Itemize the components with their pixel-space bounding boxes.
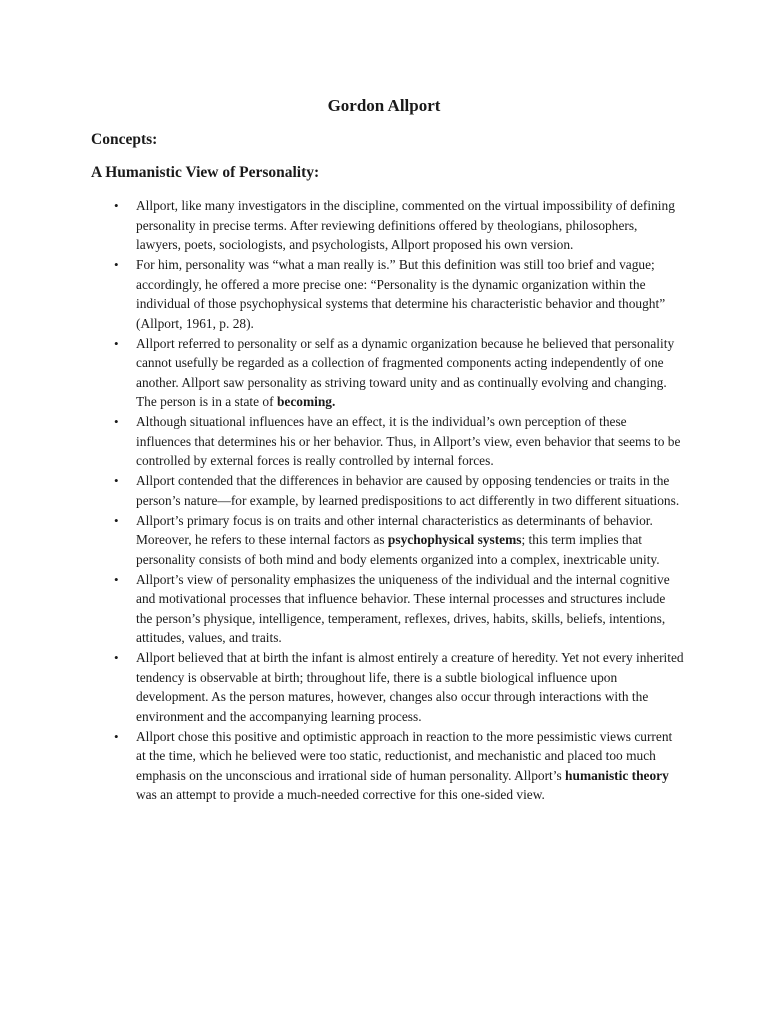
bold-term-becoming: becoming. bbox=[276, 394, 336, 409]
bullet-item-9 bbox=[136, 727, 684, 805]
bullet-item-3 bbox=[136, 334, 684, 412]
bullet-item-7: • Allport’s view of personality emphasizes the uniqueness of the individual and the internal cognitive and motivational processes that influence behavior. These internal processes and structures include the person’s physique, intelligence, temperament, reflexes, drives, habits, skills, beliefs, intentions, attitudes, values, and traits. bbox=[136, 570, 684, 648]
bullet-text: was an attempt to provide a much-needed corrective for this one-sided view. bbox=[136, 787, 545, 802]
humanistic-view-heading: A Humanistic View of Personality: bbox=[91, 164, 320, 181]
bullet-item-2: • For him, personality was “what a man really is.” But this definition was still too brief and vague; accordingly, he offered a more precise one: “Personality is the dynamic organization within the individual of those psychophysical systems that determine his characteristic behavior and thought” (Allport, 1961, p. 28). bbox=[136, 255, 684, 333]
bullet-item-8: • Allport believed that at birth the infant is almost entirely a creature of heredity. Yet not every inherited tendency is observable at birth; throughout life, there is a subtle biological influence upon development. As the person matures, however, changes also occur through interactions with the environment and the accompanying learning process. bbox=[136, 648, 684, 726]
bullet-item-5: • Allport contended that the differences in behavior are caused by opposing tendencies or traits in the person’s nature—for example, by learned predispositions to act differently in two different situations. bbox=[136, 471, 684, 510]
concepts-bullet-list bbox=[136, 196, 684, 805]
concepts-heading: Concepts: bbox=[91, 131, 158, 148]
bullet-item-6 bbox=[136, 511, 684, 570]
bullet-text: ; this term implies that personality consists of both mind and body elements organized into a complex, inextricable unity. bbox=[136, 532, 660, 567]
bullet-text: Allport’s primary focus is on traits and other internal characteristics as determinants of behavior. Moreover, he refers to these internal factors as bbox=[136, 512, 653, 547]
bullet-item-1: • Allport, like many investigators in the discipline, commented on the virtual impossibility of defining personality in precise terms. After reviewing definitions offered by theologians, philosophers, lawyers, poets, sociologists, and psychologists, Allport proposed his own version. bbox=[136, 196, 684, 255]
bold-term-humanistic-theory: humanistic theory bbox=[565, 767, 669, 783]
document-title: Gordon Allport bbox=[327, 96, 441, 115]
bold-term-psychophysical-systems: psychophysical systems bbox=[387, 532, 522, 547]
bullet-text: Allport chose this positive and optimistic approach in reaction to the more pessimistic views current at the time, which he believed were too static, reductionist, and mechanistic and placed too much emphasis on the unconscious and irrational side of human personality. Allport’s bbox=[136, 728, 673, 783]
bullet-item-4: • Although situational influences have an effect, it is the individual’s own perception of these influences that determines his or her behavior. Thus, in Allport’s view, even behavior that seems to be controlled by external forces is really controlled by internal forces. bbox=[136, 412, 684, 471]
bullet-text: Allport referred to personality or self as a dynamic organization because he believed that personality cannot usefully be regarded as a collection of fragmented components acting independently of one another. Allport saw personality as striving toward unity and as continually evolving and changing. The person is in a state of bbox=[136, 335, 675, 409]
